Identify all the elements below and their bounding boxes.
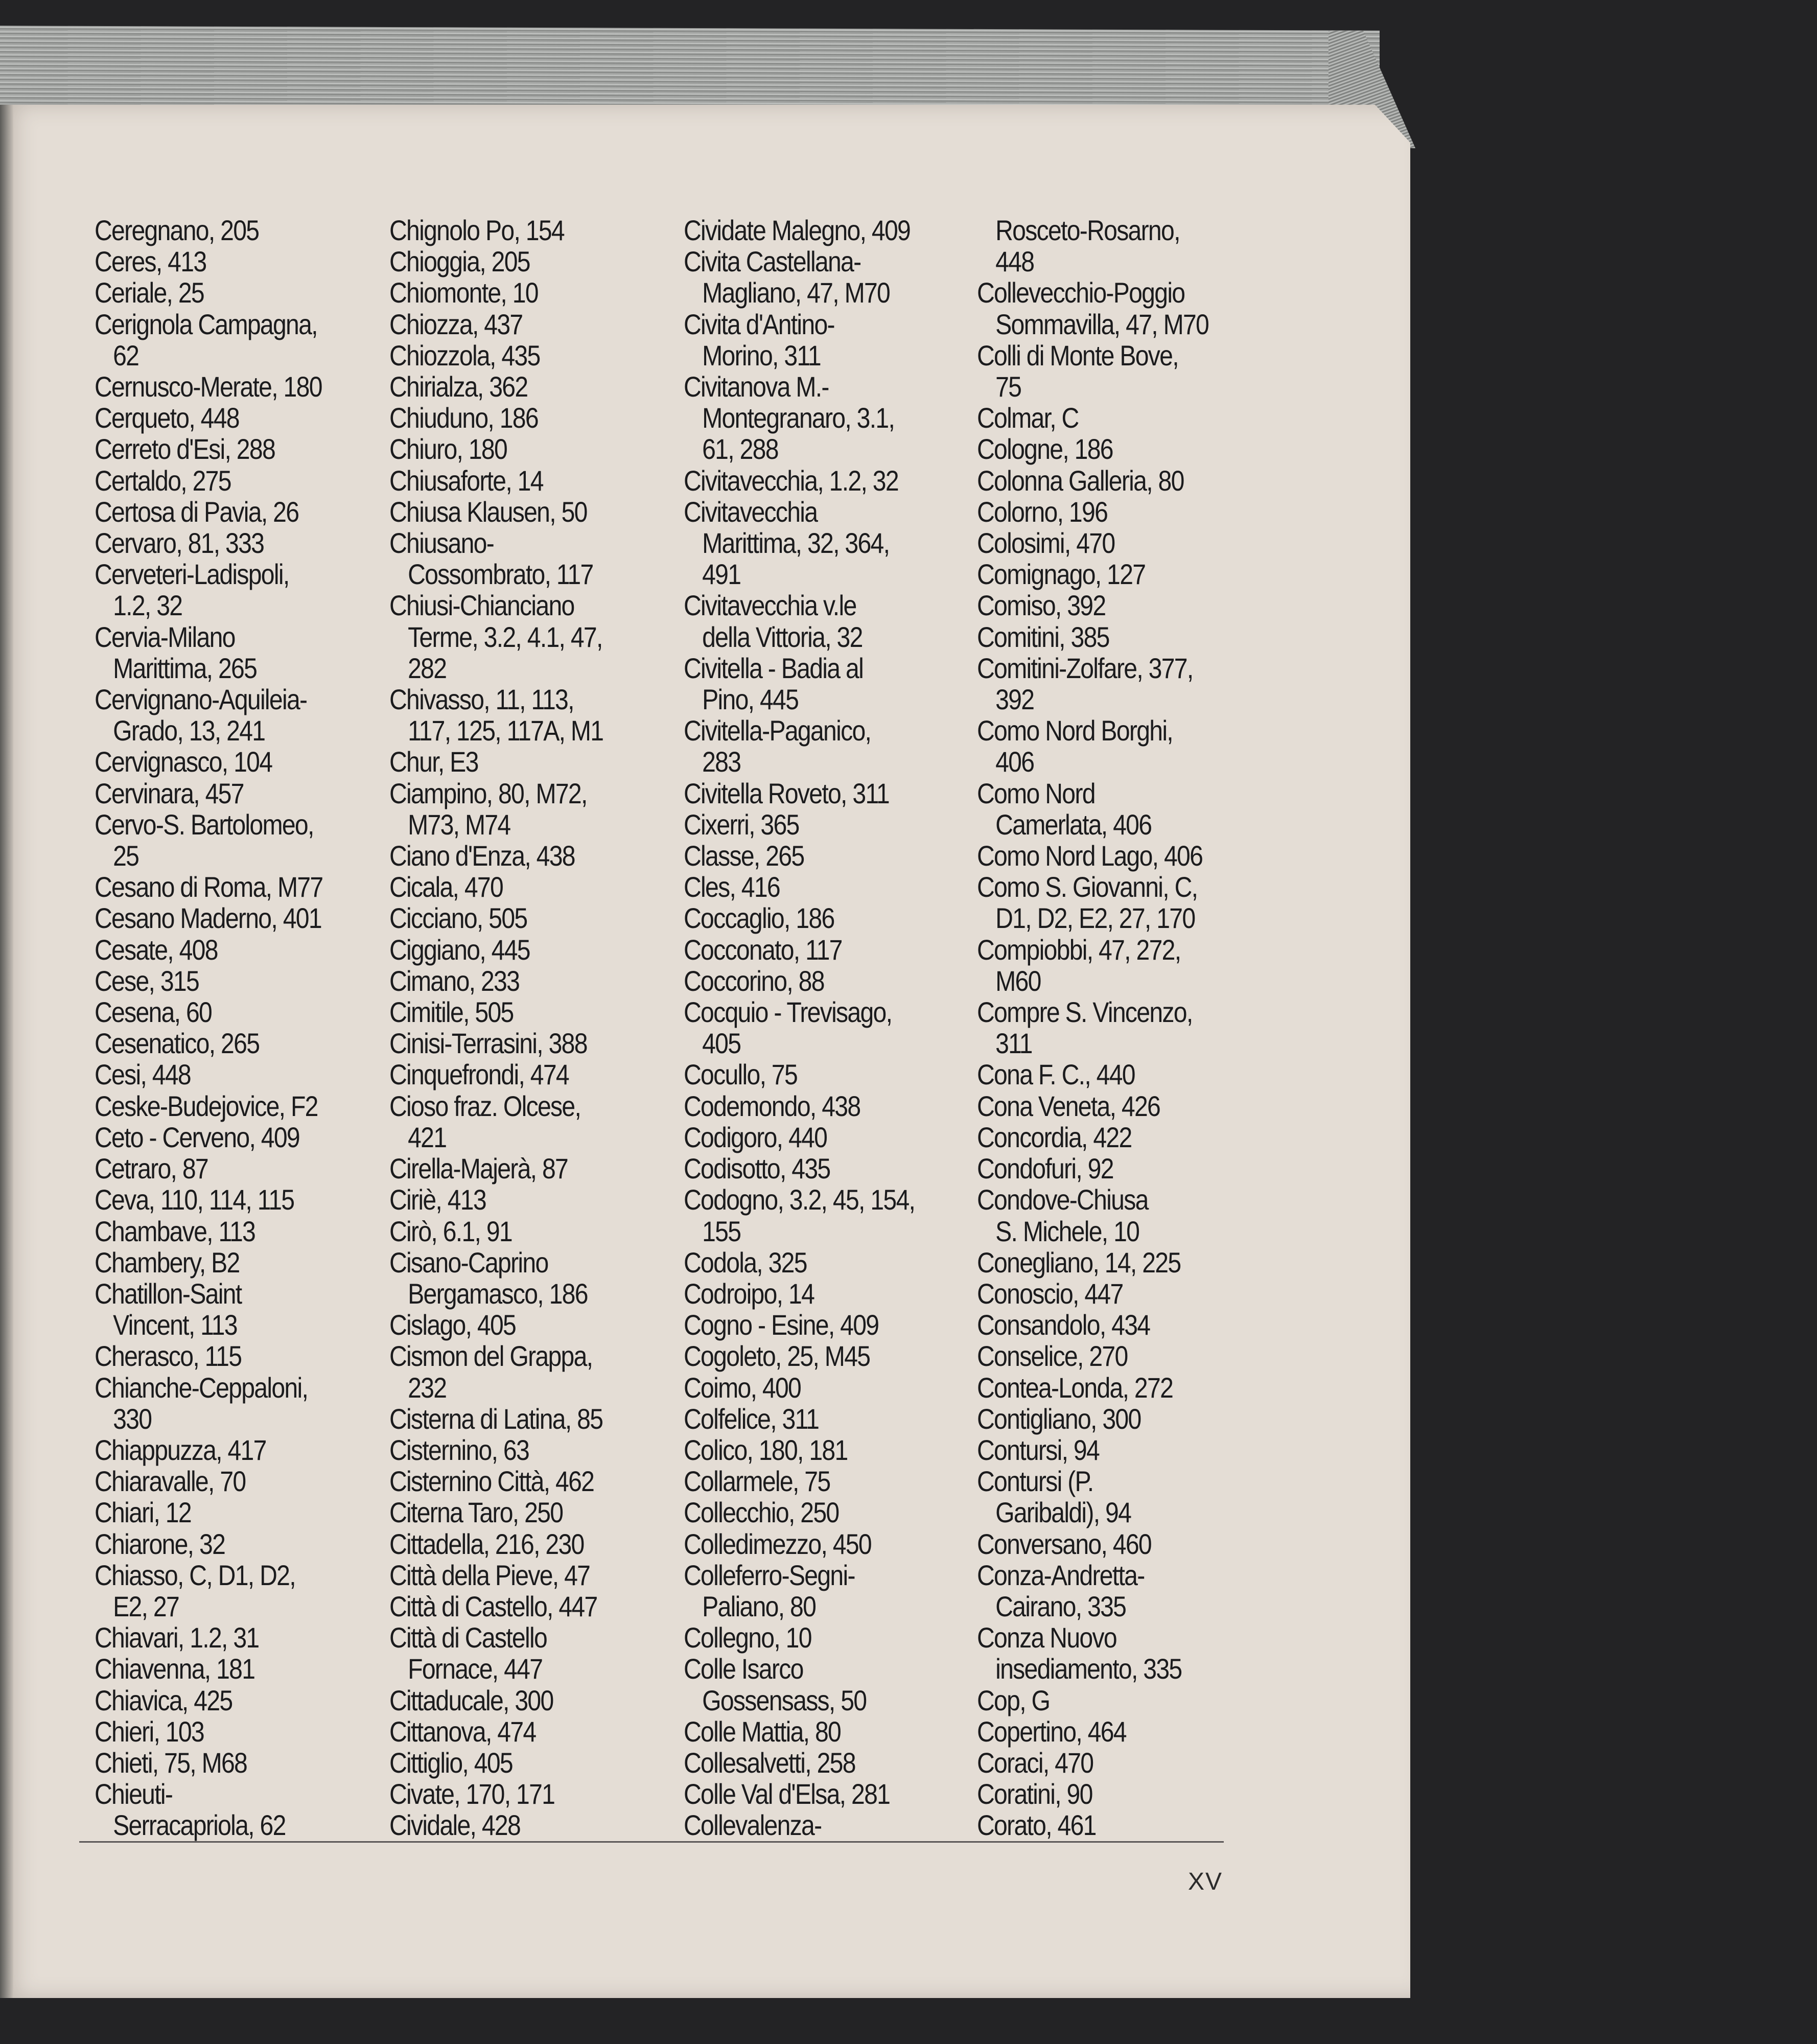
- index-entry: Chiusa Klausen, 50: [389, 495, 587, 528]
- index-entry: Chambery, B2: [95, 1246, 240, 1279]
- index-entry: Compiobbi, 47, 272,: [977, 933, 1181, 966]
- index-entry: Chiavari, 1.2, 31: [95, 1621, 259, 1654]
- index-entry: Chieuti-: [95, 1778, 173, 1810]
- index-entry: Cisternino, 63: [389, 1433, 529, 1466]
- index-entry: Cona Veneta, 426: [977, 1089, 1160, 1122]
- index-entry: Codroipo, 14: [684, 1277, 814, 1310]
- index-entry: Cerqueto, 448: [95, 402, 239, 434]
- index-entry: Colosimi, 470: [977, 527, 1115, 560]
- index-column-2: [389, 215, 603, 1841]
- index-entry: Como S. Giovanni, C,: [977, 871, 1198, 903]
- index-entry: Chiaravalle, 70: [95, 1465, 246, 1498]
- index-entry: Grado, 13, 241: [113, 714, 265, 747]
- index-entry: Marittima, 32, 364,: [702, 527, 890, 560]
- index-entry: Colonna Galleria, 80: [977, 464, 1184, 497]
- index-entry: Civitella - Badia al: [684, 652, 864, 684]
- index-entry: Compre S. Vincenzo,: [977, 996, 1193, 1029]
- index-entry: Cesano di Roma, M77: [95, 871, 323, 903]
- index-entry: Chirialza, 362: [389, 370, 528, 403]
- index-entry: Cicala, 470: [389, 871, 503, 903]
- index-entry: Ciriè, 413: [389, 1183, 486, 1216]
- index-entry: Cocquio - Trevisago,: [684, 996, 892, 1029]
- index-entry: Montegranaro, 3.1,: [702, 402, 895, 434]
- index-column-4: [977, 215, 1208, 1841]
- index-entry: Cervo-S. Bartolomeo,: [95, 808, 314, 841]
- index-entry: Civate, 170, 171: [389, 1778, 555, 1810]
- index-entry: Chignolo Po, 154: [389, 214, 564, 246]
- index-entry: Como Nord Borghi,: [977, 714, 1173, 747]
- index-entry: Cisano-Caprino: [389, 1246, 548, 1279]
- index-entry: Contursi (P.: [977, 1465, 1093, 1498]
- index-entry: Cirella-Majerà, 87: [389, 1152, 568, 1185]
- index-entry: Colledimezzo, 450: [684, 1527, 871, 1560]
- index-entry: Copertino, 464: [977, 1715, 1126, 1748]
- index-entry: Cesate, 408: [95, 933, 218, 966]
- index-entry: Consandolo, 434: [977, 1309, 1150, 1341]
- index-entry: E2, 27: [113, 1590, 179, 1622]
- index-entry: Codisotto, 435: [684, 1152, 830, 1185]
- index-entry: Cona F. C., 440: [977, 1058, 1135, 1091]
- index-entry: Fornace, 447: [408, 1653, 543, 1685]
- index-entry: Cirò, 6.1, 91: [389, 1215, 512, 1247]
- index-entry: M60: [995, 964, 1041, 997]
- index-entry: Colli di Monte Bove,: [977, 339, 1178, 371]
- index-entry: Colfelice, 311: [684, 1402, 819, 1435]
- index-entry: 62: [113, 339, 139, 371]
- index-entry: 330: [113, 1402, 152, 1435]
- index-entry: 491: [702, 558, 741, 591]
- index-entry: Comignago, 127: [977, 558, 1146, 591]
- index-entry: Cologne, 186: [977, 433, 1113, 466]
- index-entry: Terme, 3.2, 4.1, 47,: [408, 620, 602, 653]
- index-entry: Condofuri, 92: [977, 1152, 1113, 1185]
- index-entry: Cerveteri-Ladispoli,: [95, 558, 289, 591]
- index-entry: Città della Pieve, 47: [389, 1559, 590, 1591]
- index-entry: Chambave, 113: [95, 1215, 255, 1247]
- index-entry: Chiusaforte, 14: [389, 464, 543, 497]
- index-entry: Citerna Taro, 250: [389, 1496, 563, 1529]
- index-entry: Civitavecchia, 1.2, 32: [684, 464, 898, 497]
- index-entry: Gossensass, 50: [702, 1684, 867, 1716]
- index-entry: Cimano, 233: [389, 964, 520, 997]
- index-entry: Ceske-Budejovice, F2: [95, 1089, 318, 1122]
- index-entry: Città di Castello, 447: [389, 1590, 597, 1622]
- index-entry: Concordia, 422: [977, 1121, 1132, 1153]
- index-entry: Cervia-Milano: [95, 620, 235, 653]
- index-entry: Collevecchio-Poggio: [977, 276, 1185, 309]
- index-entry: Coccorino, 88: [684, 964, 824, 997]
- index-entry: Conversano, 460: [977, 1527, 1152, 1560]
- index-entry: Conselice, 270: [977, 1340, 1128, 1373]
- index-entry: Cese, 315: [95, 964, 199, 997]
- index-entry: 117, 125, 117A, M1: [408, 714, 603, 747]
- index-entry: 311: [995, 1027, 1032, 1060]
- index-entry: Colmar, C: [977, 402, 1079, 434]
- index-entry: Cesano Maderno, 401: [95, 902, 321, 935]
- index-entry: Codemondo, 438: [684, 1089, 860, 1122]
- index-entry: Cervinara, 457: [95, 777, 244, 809]
- index-entry: Certaldo, 275: [95, 464, 231, 497]
- index-entry: Chiusano-: [389, 527, 494, 560]
- bottom-rule: [79, 1841, 1224, 1843]
- index-entry: Comitini-Zolfare, 377,: [977, 652, 1193, 684]
- index-entry: Cesi, 448: [95, 1058, 191, 1091]
- index-entry: Codola, 325: [684, 1246, 807, 1279]
- index-entry: Cinisi-Terrasini, 388: [389, 1027, 587, 1060]
- index-entry: Civitavecchia: [684, 495, 818, 528]
- index-entry: Cittiglio, 405: [389, 1746, 513, 1779]
- index-entry: Cop, G: [977, 1684, 1050, 1716]
- index-entry: Cimitile, 505: [389, 996, 514, 1029]
- index-entry: Ceriale, 25: [95, 276, 204, 309]
- index-entry: M73, M74: [408, 808, 510, 841]
- index-entry: Ciampino, 80, M72,: [389, 777, 587, 809]
- index-entry: Colle Mattia, 80: [684, 1715, 841, 1748]
- index-entry: Cernusco-Merate, 180: [95, 370, 322, 403]
- index-entry: Cocullo, 75: [684, 1058, 798, 1091]
- page-number: XV: [1188, 1868, 1223, 1895]
- index-entry: Cinquefrondi, 474: [389, 1058, 569, 1091]
- index-entry: 448: [995, 245, 1034, 278]
- index-entry: 61, 288: [702, 433, 778, 466]
- index-entry: Cerignola Campagna,: [95, 308, 317, 340]
- index-entry: Magliano, 47, M70: [702, 276, 890, 309]
- index-entry: Cittaducale, 300: [389, 1684, 553, 1716]
- index-entry: Codogno, 3.2, 45, 154,: [684, 1183, 915, 1216]
- index-entry: 25: [113, 840, 139, 872]
- index-entry: Cividale, 428: [389, 1809, 521, 1842]
- index-entry: Chieri, 103: [95, 1715, 204, 1748]
- index-entry: Civitavecchia v.le: [684, 589, 856, 622]
- index-entry: Coratini, 90: [977, 1778, 1092, 1810]
- index-entry: Comitini, 385: [977, 620, 1109, 653]
- index-entry: Como Nord: [977, 777, 1095, 809]
- index-entry: D1, D2, E2, 27, 170: [995, 902, 1195, 935]
- index-entry: Colle Val d'Elsa, 281: [684, 1778, 890, 1810]
- index-entry: Civitella-Paganico,: [684, 714, 871, 747]
- index-entry: Condove-Chiusa: [977, 1183, 1148, 1216]
- index-entry: Pino, 445: [702, 683, 799, 716]
- index-entry: Cesenatico, 265: [95, 1027, 260, 1060]
- index-entry: Collarmele, 75: [684, 1465, 830, 1498]
- index-entry: Cogno - Esine, 409: [684, 1309, 879, 1341]
- index-entry: Chiavenna, 181: [95, 1653, 255, 1685]
- index-entry: Certosa di Pavia, 26: [95, 495, 299, 528]
- index-column-1: [95, 215, 322, 1841]
- index-entry: Civitanova M.-: [684, 370, 829, 403]
- index-entry: Coccaglio, 186: [684, 902, 834, 935]
- index-entry: Cixerri, 365: [684, 808, 799, 841]
- index-entry: Comiso, 392: [977, 589, 1106, 622]
- index-entry: Ciano d'Enza, 438: [389, 840, 575, 872]
- index-entry: Morino, 311: [702, 339, 821, 371]
- index-entry: 1.2, 32: [113, 589, 182, 622]
- index-entry: Cismon del Grappa,: [389, 1340, 593, 1373]
- index-entry: Cittanova, 474: [389, 1715, 536, 1748]
- index-entry: Conoscio, 447: [977, 1277, 1123, 1310]
- index-entry: 421: [408, 1121, 447, 1153]
- index-entry: Colleferro-Segni-: [684, 1559, 855, 1591]
- index-entry: Civita Castellana-: [684, 245, 861, 278]
- index-entry: Ceregnano, 205: [95, 214, 259, 246]
- index-entry: 392: [995, 683, 1034, 716]
- index-column-3: [684, 215, 915, 1841]
- index-entry: Cisterna di Latina, 85: [389, 1402, 603, 1435]
- index-entry: Chiusi-Chianciano: [389, 589, 574, 622]
- index-entry: Collevalenza-: [684, 1809, 822, 1842]
- index-entry: Chiappuzza, 417: [95, 1433, 266, 1466]
- index-entry: Chatillon-Saint: [95, 1277, 242, 1310]
- index-entry: Colico, 180, 181: [684, 1433, 848, 1466]
- index-entry: Serracapriola, 62: [113, 1809, 286, 1842]
- index-entry: S. Michele, 10: [995, 1215, 1139, 1247]
- index-entry: Colle Isarco: [684, 1653, 803, 1685]
- index-entry: Coraci, 470: [977, 1746, 1093, 1779]
- index-entry: Ceva, 110, 114, 115: [95, 1183, 294, 1216]
- index-entry: Cicciano, 505: [389, 902, 527, 935]
- index-entry: Collegno, 10: [684, 1621, 811, 1654]
- index-entry: della Vittoria, 32: [702, 620, 863, 653]
- index-entry: Bergamasco, 186: [408, 1277, 588, 1310]
- index-entry: Chivasso, 11, 113,: [389, 683, 574, 716]
- index-entry: Cairano, 335: [995, 1590, 1126, 1622]
- index-entry: Coimo, 400: [684, 1371, 801, 1404]
- index-entry: Chiari, 12: [95, 1496, 191, 1529]
- index-entry: Cervignasco, 104: [95, 746, 272, 778]
- index-entry: Chiuduno, 186: [389, 402, 538, 434]
- index-entry: Cividate Malegno, 409: [684, 214, 911, 246]
- index-entry: Cioso fraz. Olcese,: [389, 1089, 581, 1122]
- index-entry: Ceto - Cerveno, 409: [95, 1121, 300, 1153]
- index-entry: Cislago, 405: [389, 1309, 516, 1341]
- index-entry: Cocconato, 117: [684, 933, 842, 966]
- index-entry: 405: [702, 1027, 741, 1060]
- index-entry: Cles, 416: [684, 871, 780, 903]
- index-entry: Paliano, 80: [702, 1590, 816, 1622]
- index-entry: Vincent, 113: [113, 1309, 237, 1341]
- index-entry: Chiasso, C, D1, D2,: [95, 1559, 295, 1591]
- index-entry: Conegliano, 14, 225: [977, 1246, 1181, 1279]
- index-entry: 406: [995, 746, 1034, 778]
- index-entry: Garibaldi), 94: [995, 1496, 1131, 1529]
- index-entry: Cetraro, 87: [95, 1152, 208, 1185]
- index-entry: 155: [702, 1215, 741, 1247]
- index-entry: Collesalvetti, 258: [684, 1746, 855, 1779]
- index-entry: Cherasco, 115: [95, 1340, 242, 1373]
- index-entry: Ciggiano, 445: [389, 933, 530, 966]
- index-entry: Chiozza, 437: [389, 308, 523, 340]
- index-entry: Cogoleto, 25, M45: [684, 1340, 870, 1373]
- index-entry: Cervaro, 81, 333: [95, 527, 264, 560]
- index-entry: Collecchio, 250: [684, 1496, 839, 1529]
- index-entry: insediamento, 335: [995, 1653, 1182, 1685]
- index-entry: Chieti, 75, M68: [95, 1746, 247, 1779]
- index-entry: Rosceto-Rosarno,: [995, 214, 1180, 246]
- index-entry: Cerreto d'Esi, 288: [95, 433, 275, 466]
- index-entry: Marittima, 265: [113, 652, 257, 684]
- index-entry: Contigliano, 300: [977, 1402, 1141, 1435]
- index-entry: Corato, 461: [977, 1809, 1096, 1842]
- index-entry: Camerlata, 406: [995, 808, 1152, 841]
- index-entry: Chiozzola, 435: [389, 339, 540, 371]
- index-entry: Cisternino Città, 462: [389, 1465, 594, 1498]
- index-entry: 282: [408, 652, 447, 684]
- index-entry: 283: [702, 746, 741, 778]
- index-entry: Sommavilla, 47, M70: [995, 308, 1209, 340]
- index-entry: Cervignano-Aquileia-: [95, 683, 307, 716]
- index-entry: Civita d'Antino-: [684, 308, 834, 340]
- index-entry: Conza-Andretta-: [977, 1559, 1145, 1591]
- index-entry: Cittadella, 216, 230: [389, 1527, 584, 1560]
- index-entry: Chiomonte, 10: [389, 276, 538, 309]
- index-entry: 232: [408, 1371, 447, 1404]
- index-entry: Chiarone, 32: [95, 1527, 225, 1560]
- index-entry: Civitella Roveto, 311: [684, 777, 890, 809]
- index-entry: Contea-Londa, 272: [977, 1371, 1173, 1404]
- index-entry: Cesena, 60: [95, 996, 212, 1029]
- index-entry: Chianche-Ceppaloni,: [95, 1371, 308, 1404]
- index-entry: Città di Castello: [389, 1621, 547, 1654]
- index-entry: Ceres, 413: [95, 245, 206, 278]
- index-entry: Codigoro, 440: [684, 1121, 827, 1153]
- index-entry: Chur, E3: [389, 746, 478, 778]
- index-entry: Chioggia, 205: [389, 245, 530, 278]
- index-entry: Chiuro, 180: [389, 433, 507, 466]
- index-entry: Colorno, 196: [977, 495, 1108, 528]
- index-entry: Classe, 265: [684, 840, 804, 872]
- index-entry: 75: [995, 370, 1021, 403]
- index-entry: Cossombrato, 117: [408, 558, 593, 591]
- index-entry: Como Nord Lago, 406: [977, 840, 1203, 872]
- index-entry: Conza Nuovo: [977, 1621, 1116, 1654]
- index-entry: Contursi, 94: [977, 1433, 1100, 1466]
- binding-shadow: [0, 105, 13, 1998]
- index-entry: Chiavica, 425: [95, 1684, 232, 1716]
